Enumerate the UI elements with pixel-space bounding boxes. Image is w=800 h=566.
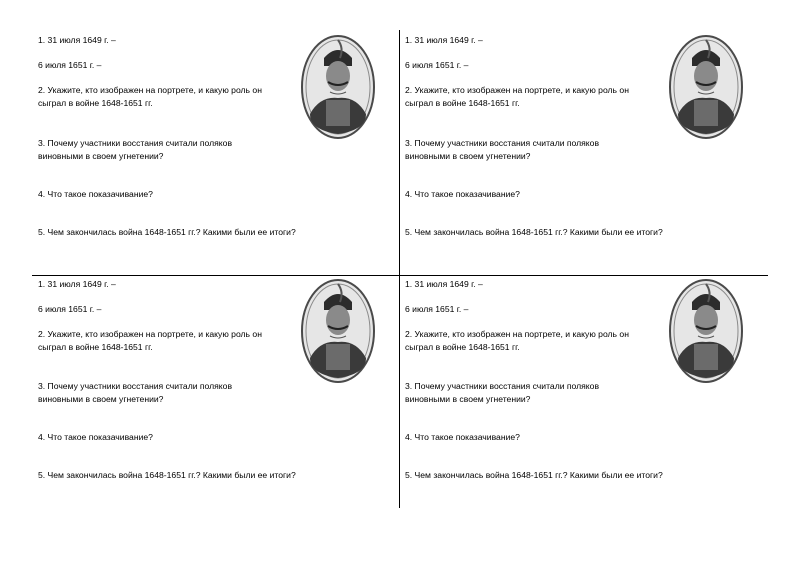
question-2-line-2: сыграл в войне 1648-1651 гг.: [405, 98, 520, 108]
question-1-date-2: 6 июля 1651 г. –: [38, 304, 102, 314]
worksheet-card-bottom-right: [405, 278, 769, 518]
hetman-portrait-image: [300, 34, 376, 141]
hetman-portrait-image: [300, 278, 376, 385]
question-2-line-1: 2. Укажите, кто изображен на портрете, и какую роль он: [38, 85, 262, 95]
worksheet-card-top-left: [38, 34, 402, 274]
worksheet-card-bottom-left: [38, 278, 402, 518]
question-5: 5. Чем закончилась война 1648-1651 гг.? Какими были ее итоги?: [38, 470, 296, 480]
question-4: 4. Что такое показачивание?: [38, 432, 153, 442]
question-2-line-2: сыграл в войне 1648-1651 гг.: [38, 98, 153, 108]
question-5: 5. Чем закончилась война 1648-1651 гг.? Какими были ее итоги?: [38, 227, 296, 237]
worksheet-card-top-right: [405, 34, 769, 274]
question-1-date-2: 6 июля 1651 г. –: [38, 60, 102, 70]
question-3-line-2: виновными в своем угнетении?: [38, 151, 164, 161]
question-3-line-1: 3. Почему участники восстания считали поляков: [405, 138, 600, 148]
question-3-line-2: виновными в своем угнетении?: [38, 394, 164, 404]
question-3-line-1: 3. Почему участники восстания считали поляков: [405, 381, 600, 391]
question-1-date-2: 6 июля 1651 г. –: [405, 304, 469, 314]
question-1-date-1: 1. 31 июля 1649 г. –: [405, 35, 483, 45]
question-3-line-2: виновными в своем угнетении?: [405, 151, 531, 161]
question-2-line-1: 2. Укажите, кто изображен на портрете, и какую роль он: [405, 329, 629, 339]
question-1-date-1: 1. 31 июля 1649 г. –: [38, 279, 116, 289]
question-5: 5. Чем закончилась война 1648-1651 гг.? Какими были ее итоги?: [405, 227, 663, 237]
hetman-portrait-image: [668, 34, 744, 141]
question-3-line-2: виновными в своем угнетении?: [405, 394, 531, 404]
question-4: 4. Что такое показачивание?: [405, 432, 520, 442]
question-2-line-2: сыграл в войне 1648-1651 гг.: [405, 342, 520, 352]
horizontal-cut-line: [32, 275, 768, 276]
question-3-line-1: 3. Почему участники восстания считали поляков: [38, 381, 233, 391]
question-2-line-2: сыграл в войне 1648-1651 гг.: [38, 342, 153, 352]
question-4: 4. Что такое показачивание?: [38, 189, 153, 199]
question-1-date-2: 6 июля 1651 г. –: [405, 60, 469, 70]
question-3-line-1: 3. Почему участники восстания считали поляков: [38, 138, 233, 148]
question-5: 5. Чем закончилась война 1648-1651 гг.? Какими были ее итоги?: [405, 470, 663, 480]
question-4: 4. Что такое показачивание?: [405, 189, 520, 199]
question-1-date-1: 1. 31 июля 1649 г. –: [405, 279, 483, 289]
question-1-date-1: 1. 31 июля 1649 г. –: [38, 35, 116, 45]
hetman-portrait-image: [668, 278, 744, 385]
question-2-line-1: 2. Укажите, кто изображен на портрете, и какую роль он: [405, 85, 629, 95]
question-2-line-1: 2. Укажите, кто изображен на портрете, и какую роль он: [38, 329, 262, 339]
